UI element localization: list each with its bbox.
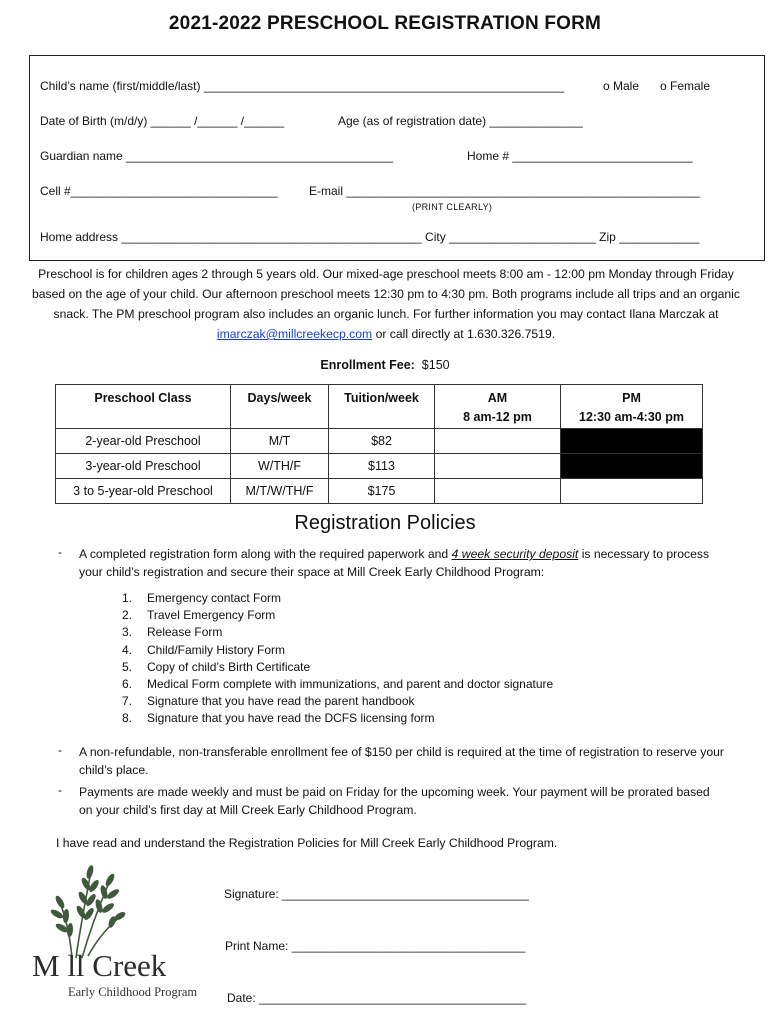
col-pm-hours: 12:30 am-4:30 pm [579,410,684,424]
logo-name: M ll Creek [32,948,167,983]
pm-checkbox-cell[interactable] [561,479,703,504]
row-class: 3-year-old Preschool [56,454,231,479]
list-item: 1. Emergency contact Form [122,591,282,605]
col-tuition-week: Tuition/week [329,385,435,429]
bullet-dash: - [58,545,62,559]
row-tuition: $82 [329,429,435,454]
cell-field[interactable]: Cell #_______________________________ [40,184,278,198]
pm-unavailable-cell [561,429,703,454]
address-field[interactable]: Home address _____________________________________________ City ______________________ Zip ____________ [40,230,700,244]
intro-tail: or call directly at 1.630.326.7519. [375,327,556,341]
dob-field[interactable]: Date of Birth (m/d/y) ______ /______ /______ [40,114,285,128]
col-am-label: AM [487,391,508,405]
row-tuition: $175 [329,479,435,504]
row-days: M/T/W/TH/F [231,479,329,504]
print-clearly-hint: (PRINT CLEARLY) [412,202,493,212]
list-item: 8. Signature that you have read the DCFS licensing form [122,711,435,726]
child-name-field[interactable]: Child’s name (first/middle/last) ______________________________________________________ [40,79,565,93]
col-pm [561,385,703,429]
col-days-week: Days/week [231,385,329,429]
row-class: 2-year-old Preschool [56,429,231,454]
class-table-header [56,385,703,429]
table-row [56,429,703,454]
signature-field[interactable]: Signature: _____________________________________ [224,887,529,901]
email-field[interactable]: E-mail _____________________________________________________ [309,184,701,198]
policy-paperwork-text: A completed registration form along with the required paperwork and [79,547,449,561]
intro-text: Preschool is for children ages 2 through 5 years old. Our mixed-age preschool meets 8:00 am - 12:00 pm Monday through Friday based on the age of your child. Our afternoon preschool meets 12:30 pm to 4:30 pm. Both programs include all trips and an organic snack. The PM preschool program also includes an organic lunch. For further information you may contact Ilana Marczak at [32,267,740,321]
home-phone-field[interactable]: Home # ___________________________ [467,149,693,163]
contact-email-link[interactable]: imarczak@millcreekecp.com [216,327,373,341]
col-am-hours: 8 am-12 pm [463,410,532,424]
enrollment-fee-value: $150 [421,358,450,372]
pm-unavailable-cell [561,454,703,479]
security-deposit-emphasis: 4 week security deposit [451,547,579,561]
guardian-field[interactable]: Guardian name ________________________________________ [40,149,394,163]
enrollment-fee-label: Enrollment Fee: [320,358,415,372]
required-documents-list [122,590,553,728]
male-option[interactable]: o Male [603,79,640,93]
policies-heading: Registration Policies [294,512,476,534]
list-item: 3. Release Form [122,625,223,640]
table-row [56,479,703,504]
col-preschool-class: Preschool Class [56,385,231,429]
am-checkbox-cell[interactable] [435,429,561,454]
intro-paragraph [30,264,742,344]
col-pm-label: PM [622,391,641,405]
policy-enrollment-fee: A non-refundable, non-transferable enrollment fee of $150 per child is required at the time of registration to reserve your child’s place. [79,745,724,777]
policy-paperwork [79,545,719,581]
page-title: 2021-2022 PRESCHOOL REGISTRATION FORM [168,13,602,34]
am-checkbox-cell[interactable] [435,454,561,479]
list-item: 4. Child/Family History Form [122,642,286,657]
row-tuition: $113 [329,454,435,479]
row-days: W/TH/F [231,454,329,479]
list-item: 6. Medical Form complete with immunizations, and parent and doctor signature [122,677,554,692]
am-checkbox-cell[interactable] [435,479,561,504]
list-item: 7. Signature that you have read the parent handbook [122,694,415,709]
bullet-dash: - [58,783,62,797]
enrollment-fee [0,358,770,372]
col-am [435,385,561,429]
date-field[interactable]: Date: ________________________________________ [227,991,526,1005]
policy-paperwork-text-2: is necessary to process your child’s registration and secure their space at Mill Creek Early Childhood Program: [79,547,710,579]
list-item: 5. Copy of child’s Birth Certificate [122,659,311,674]
bullet-dash: - [58,743,62,757]
row-days: M/T [231,429,329,454]
logo-subtitle: Early Childhood Program [68,985,198,999]
list-item: 2. Travel Emergency Form [122,608,276,623]
age-field[interactable]: Age (as of registration date) ______________ [338,114,583,128]
row-class: 3 to 5-year-old Preschool [56,479,231,504]
print-name-field[interactable]: Print Name: ___________________________________ [225,939,526,953]
class-table [55,384,703,504]
table-row [56,454,703,479]
female-option[interactable]: o Female [660,79,711,93]
policy-payments: Payments are made weekly and must be paid on Friday for the upcoming week. Your payment will be prorated based on your child’s first day at Mill Creek Early Childhood Program. [79,785,710,817]
acknowledgement: I have read and understand the Registration Policies for Mill Creek Early Childhood Program. [56,836,558,850]
